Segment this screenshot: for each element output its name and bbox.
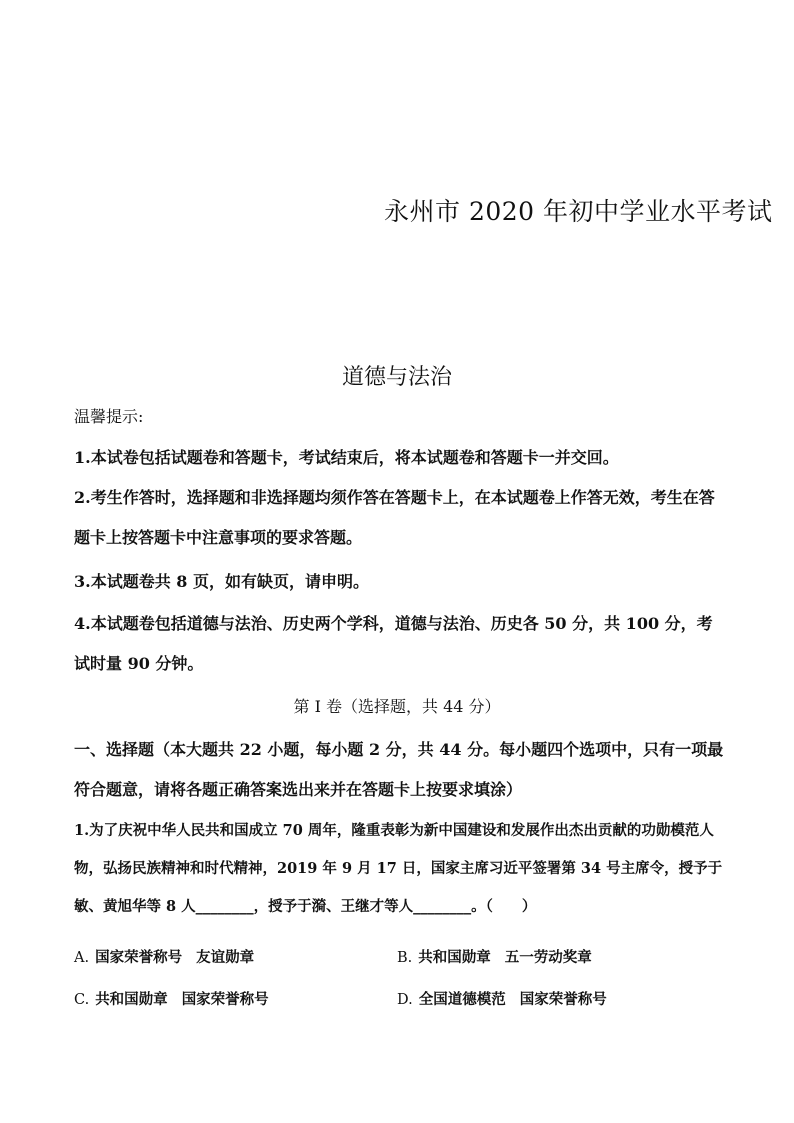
- option-b-part1: 共和国勋章: [418, 949, 491, 966]
- option-a-part2: 友谊勋章: [196, 949, 255, 966]
- option-d-part2: 国家荣誉称号: [519, 991, 607, 1008]
- option-b-part2: 五一劳动奖章: [504, 949, 592, 966]
- option-d: [397, 988, 607, 1009]
- option-a: [74, 946, 254, 967]
- option-a-part1: 国家荣誉称号: [95, 949, 183, 966]
- notice-item-4: 4.本试题卷包括道德与法治、历史两个学科，道德与法治、历史各 50 分，共 100 分，考试时量 90 分钟。: [74, 614, 713, 673]
- option-letter: D.: [397, 992, 413, 1008]
- exam-title: 永州市 2020 年初中学业水平考试: [384, 197, 773, 226]
- subject-title: 道德与法治: [341, 365, 452, 390]
- option-letter: B.: [397, 950, 413, 966]
- option-d-part1: 全国道德模范: [418, 991, 506, 1008]
- option-b: [397, 946, 592, 967]
- notice-item-2: 2.考生作答时，选择题和非选择题均须作答在答题卡上，在本试题卷上作答无效，考生在答题卡上按答题卡中注意事项的要求答题。: [74, 488, 715, 547]
- option-c: [74, 988, 269, 1009]
- option-letter: A.: [74, 950, 90, 966]
- option-letter: C.: [74, 992, 90, 1008]
- notice-item-1: 1.本试卷包括试题卷和答题卡，考试结束后，将本试题卷和答题卡一并交回。: [74, 448, 619, 467]
- section-title: 第 I 卷（选择题，共 44 分）: [293, 697, 501, 716]
- option-c-part1: 共和国勋章: [95, 991, 168, 1008]
- notice-item-3: 3.本试题卷共 8 页，如有缺页，请申明。: [74, 572, 369, 591]
- section-instruction: 一、选择题（本大题共 22 小题，每小题 2 分，共 44 分。每小题四个选项中，只有一项最符合题意，请将各题正确答案选出来并在答题卡上按要求填涂）: [74, 740, 724, 799]
- option-c-part2: 国家荣誉称号: [181, 991, 269, 1008]
- notice-heading: 温馨提示:: [74, 407, 144, 426]
- question-1-stem: 1.为了庆祝中华人民共和国成立 70 周年，隆重表彰为新中国建设和发展作出杰出贡献的功勋模范人物，弘扬民族精神和时代精神，2019 年 9 月 17 日，国家主席习近平签署第 34 号主席令，授予于敏、黄旭华等 8 人________，授予于漪、王继才等人________。（ ）: [74, 822, 723, 915]
